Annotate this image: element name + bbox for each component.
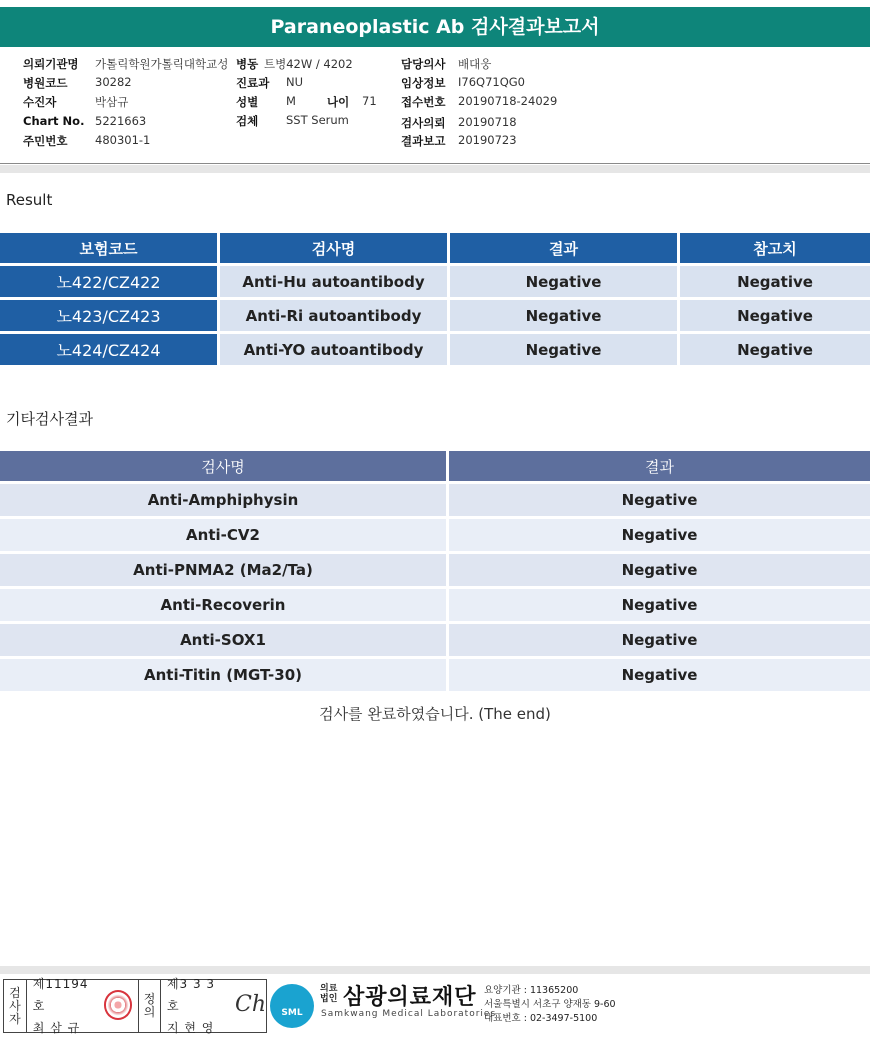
inspector-label: 검 사 자 [4, 980, 27, 1032]
insurance-code: 노422/CZ422 [0, 263, 220, 297]
inspector-cell [27, 977, 98, 1035]
reference-value: Negative [680, 331, 870, 365]
seal-icon [104, 990, 133, 1020]
result-table-header [0, 233, 870, 263]
col-result: 결과 [450, 233, 680, 263]
age-value: 71 [362, 94, 377, 108]
col-reference: 참고치 [680, 233, 870, 263]
table-row [0, 263, 870, 297]
test-name: Anti-Recoverin [0, 586, 449, 621]
test-name: Anti-YO autoantibody [220, 331, 450, 365]
doctor-value: 배대웅 [458, 57, 492, 71]
hospital-code-value: 30282 [95, 75, 132, 89]
table-row [0, 516, 870, 551]
test-result: Negative [450, 331, 680, 365]
test-name: Anti-CV2 [0, 516, 449, 551]
request-label: 검사의뢰 [401, 116, 446, 130]
confirm-label: 정 의 [138, 980, 161, 1032]
footer-separator [0, 966, 870, 974]
hospital-code-label: 병원코드 [23, 76, 68, 90]
inspector-number: 제11194호 [32, 977, 89, 1013]
test-name: Anti-Ri autoantibody [220, 297, 450, 331]
clinical-value: I76Q71QG0 [458, 75, 525, 89]
doctor-label: 담당의사 [401, 57, 446, 71]
sex-label: 성별 [236, 95, 259, 109]
dept-label: 진료과 [236, 76, 270, 90]
table-row [0, 481, 870, 516]
org-code: 요양기관 : 11365200 [484, 985, 579, 996]
dept-value: NU [286, 75, 304, 89]
sex-value: M [286, 94, 296, 108]
test-result: Negative [449, 586, 870, 621]
signature: Ch [234, 992, 266, 1017]
institution-value: 가톨릭학원가톨릭대학교성 [95, 57, 229, 71]
table-row [0, 621, 870, 656]
clinical-label: 임상정보 [401, 76, 446, 90]
end-note: 검사를 완료하였습니다. (The end) [319, 705, 551, 723]
table-row [0, 331, 870, 365]
patient-label: 수진자 [23, 95, 57, 109]
org-type: 의료 법인 [320, 984, 338, 1004]
insurance-code: 노423/CZ423 [0, 297, 220, 331]
test-result: Negative [450, 297, 680, 331]
test-result: Negative [449, 516, 870, 551]
table-row [0, 586, 870, 621]
inspector-name: 최 삼 규 [32, 1021, 81, 1035]
chart-label: Chart No. [23, 114, 85, 128]
test-name: Anti-Hu autoantibody [220, 263, 450, 297]
institution-label: 의뢰기관명 [23, 57, 79, 71]
confirm-name: 지 현 영 [166, 1021, 215, 1035]
test-result: Negative [449, 621, 870, 656]
col-test-name: 검사명 [220, 233, 450, 263]
col-insurance-code: 보험코드 [0, 233, 220, 263]
reference-value: Negative [680, 297, 870, 331]
org-phone: 대표번호 : 02-3497-5100 [484, 1013, 598, 1024]
age-label: 나이 [327, 95, 350, 109]
test-result: Negative [450, 263, 680, 297]
request-value: 20190718 [458, 115, 517, 129]
col-result: 결과 [449, 451, 870, 481]
receipt-value: 20190718-24029 [458, 94, 558, 108]
patient-value: 박삼규 [95, 95, 129, 109]
org-name: 삼광의료재단 [343, 985, 477, 1010]
ward-label: 병동 [236, 57, 259, 71]
test-result: Negative [449, 656, 870, 691]
separator [0, 165, 870, 173]
chart-value: 5221663 [95, 114, 147, 128]
test-result: Negative [449, 551, 870, 586]
org-address: 서울특별시 서초구 양재동 9-60 [484, 999, 616, 1010]
result-table [0, 233, 870, 365]
test-name: Anti-PNMA2 (Ma2/Ta) [0, 551, 449, 586]
report-date-value: 20190723 [458, 133, 517, 147]
report-date-label: 결과보고 [401, 134, 446, 148]
specimen-value: SST Serum [286, 113, 349, 127]
test-result: Negative [449, 481, 870, 516]
table-row [0, 297, 870, 331]
sml-logo-icon: SML [270, 984, 314, 1028]
specimen-label: 검체 [236, 114, 259, 128]
other-section-title: 기타검사결과 [6, 410, 93, 428]
col-test-name: 검사명 [0, 451, 449, 481]
id-label: 주민번호 [23, 134, 68, 148]
reference-value: Negative [680, 263, 870, 297]
test-name: Anti-Titin (MGT-30) [0, 656, 449, 691]
receipt-label: 접수번호 [401, 95, 446, 109]
signature-box [3, 979, 267, 1033]
result-section-title: Result [6, 191, 53, 209]
table-row [0, 656, 870, 691]
test-name: Anti-Amphiphysin [0, 481, 449, 516]
report-title: Paraneoplastic Ab 검사결과보고서 [0, 7, 870, 47]
table-row [0, 551, 870, 586]
test-name: Anti-SOX1 [0, 621, 449, 656]
org-english-name: Samkwang Medical Laboratories [321, 1009, 497, 1019]
other-results-table [0, 451, 870, 691]
confirm-cell [161, 977, 229, 1035]
insurance-code: 노424/CZ424 [0, 331, 220, 365]
confirm-number: 제3 3 3 호 [166, 977, 216, 1013]
ward-value: 트병42W / 4202 [264, 57, 353, 71]
org-contact-info [484, 984, 616, 1026]
id-value: 480301-1 [95, 133, 151, 147]
other-table-header [0, 451, 870, 481]
patient-info-panel [0, 52, 870, 164]
